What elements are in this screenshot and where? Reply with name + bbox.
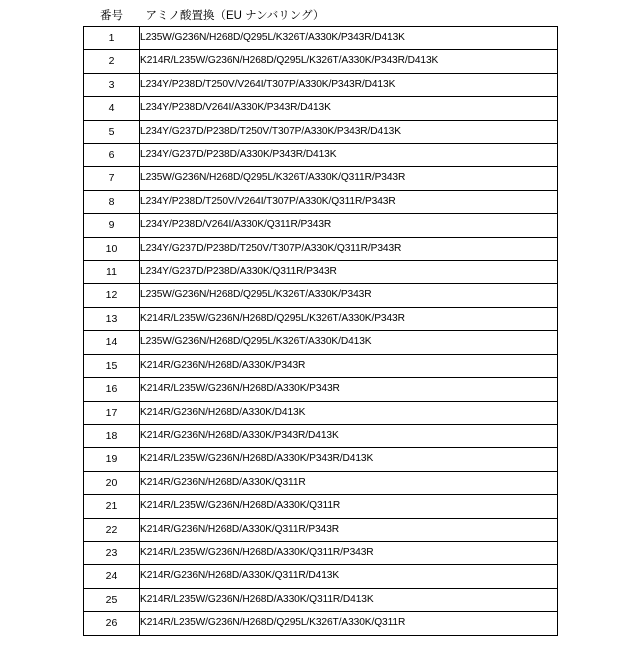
substitution-cell: K214R/G236N/H268D/A330K/Q311R/D413K — [140, 565, 558, 588]
table-row — [84, 518, 558, 541]
substitution-cell: K214R/G236N/H268D/A330K/Q311R — [140, 471, 558, 494]
header-row — [84, 6, 558, 27]
row-number-cell: 21 — [84, 495, 140, 518]
row-number-cell: 15 — [84, 354, 140, 377]
substitution-cell: L234Y/P238D/V264I/A330K/P343R/D413K — [140, 97, 558, 120]
row-number-cell: 5 — [84, 120, 140, 143]
substitution-cell: L234Y/G237D/P238D/T250V/T307P/A330K/Q311R/P343R — [140, 237, 558, 260]
row-number-cell: 23 — [84, 541, 140, 564]
table-row — [84, 401, 558, 424]
substitution-cell: L234Y/P238D/T250V/V264I/T307P/A330K/P343R/D413K — [140, 73, 558, 96]
row-number-cell: 18 — [84, 424, 140, 447]
substitution-cell: K214R/G236N/H268D/A330K/D413K — [140, 401, 558, 424]
row-number-cell: 22 — [84, 518, 140, 541]
table-row — [84, 378, 558, 401]
table-row — [84, 261, 558, 284]
row-number-cell: 19 — [84, 448, 140, 471]
substitution-cell: K214R/G236N/H268D/A330K/P343R/D413K — [140, 424, 558, 447]
table-row — [84, 167, 558, 190]
table-row — [84, 424, 558, 447]
row-number-cell: 7 — [84, 167, 140, 190]
row-number-cell: 9 — [84, 214, 140, 237]
row-number-cell: 20 — [84, 471, 140, 494]
row-number-cell: 3 — [84, 73, 140, 96]
substitution-cell: K214R/L235W/G236N/H268D/Q295L/K326T/A330K/Q311R — [140, 612, 558, 635]
substitution-cell: L234Y/G237D/P238D/A330K/Q311R/P343R — [140, 261, 558, 284]
table-row — [84, 588, 558, 611]
substitution-cell: K214R/G236N/H268D/A330K/P343R — [140, 354, 558, 377]
column-header-substitution: アミノ酸置換（EU ナンバリング） — [140, 6, 558, 27]
table-row — [84, 214, 558, 237]
table-row — [84, 331, 558, 354]
table-row — [84, 541, 558, 564]
substitution-cell: K214R/G236N/H268D/A330K/Q311R/P343R — [140, 518, 558, 541]
substitution-cell: K214R/L235W/G236N/H268D/Q295L/K326T/A330K/P343R/D413K — [140, 50, 558, 73]
table-row — [84, 73, 558, 96]
substitution-cell: L235W/G236N/H268D/Q295L/K326T/A330K/Q311R/P343R — [140, 167, 558, 190]
substitution-cell: L235W/G236N/H268D/Q295L/K326T/A330K/D413K — [140, 331, 558, 354]
row-number-cell: 6 — [84, 144, 140, 167]
row-number-cell: 17 — [84, 401, 140, 424]
substitution-cell: K214R/L235W/G236N/H268D/A330K/Q311R — [140, 495, 558, 518]
table-row — [84, 237, 558, 260]
amino-acid-substitution-table — [83, 6, 558, 636]
table-row — [84, 612, 558, 635]
substitution-cell: K214R/L235W/G236N/H268D/A330K/Q311R/P343R — [140, 541, 558, 564]
substitution-cell: L234Y/G237D/P238D/A330K/P343R/D413K — [140, 144, 558, 167]
row-number-cell: 10 — [84, 237, 140, 260]
substitution-cell: K214R/L235W/G236N/H268D/A330K/P343R/D413K — [140, 448, 558, 471]
column-header-no: 番号 — [84, 6, 140, 27]
row-number-cell: 16 — [84, 378, 140, 401]
row-number-cell: 1 — [84, 27, 140, 50]
table-row — [84, 565, 558, 588]
substitution-cell: K214R/L235W/G236N/H268D/Q295L/K326T/A330K/P343R — [140, 307, 558, 330]
document-page — [0, 6, 640, 646]
table-row — [84, 190, 558, 213]
substitution-cell: L234Y/G237D/P238D/T250V/T307P/A330K/P343R/D413K — [140, 120, 558, 143]
substitution-cell: K214R/L235W/G236N/H268D/A330K/P343R — [140, 378, 558, 401]
row-number-cell: 13 — [84, 307, 140, 330]
table-row — [84, 448, 558, 471]
row-number-cell: 12 — [84, 284, 140, 307]
row-number-cell: 25 — [84, 588, 140, 611]
table-row — [84, 307, 558, 330]
substitution-cell: K214R/L235W/G236N/H268D/A330K/Q311R/D413K — [140, 588, 558, 611]
row-number-cell: 8 — [84, 190, 140, 213]
row-number-cell: 14 — [84, 331, 140, 354]
row-number-cell: 4 — [84, 97, 140, 120]
table-row — [84, 27, 558, 50]
row-number-cell: 26 — [84, 612, 140, 635]
table-row — [84, 284, 558, 307]
table-row — [84, 97, 558, 120]
substitution-cell: L235W/G236N/H268D/Q295L/K326T/A330K/P343R/D413K — [140, 27, 558, 50]
row-number-cell: 11 — [84, 261, 140, 284]
table-row — [84, 471, 558, 494]
table-row — [84, 144, 558, 167]
substitution-cell: L234Y/P238D/V264I/A330K/Q311R/P343R — [140, 214, 558, 237]
row-number-cell: 2 — [84, 50, 140, 73]
table-row — [84, 354, 558, 377]
table-header — [84, 6, 558, 27]
row-number-cell: 24 — [84, 565, 140, 588]
substitution-cell: L234Y/P238D/T250V/V264I/T307P/A330K/Q311R/P343R — [140, 190, 558, 213]
table-body — [84, 27, 558, 636]
substitution-cell: L235W/G236N/H268D/Q295L/K326T/A330K/P343R — [140, 284, 558, 307]
table-row — [84, 495, 558, 518]
table-row — [84, 120, 558, 143]
table-row — [84, 50, 558, 73]
